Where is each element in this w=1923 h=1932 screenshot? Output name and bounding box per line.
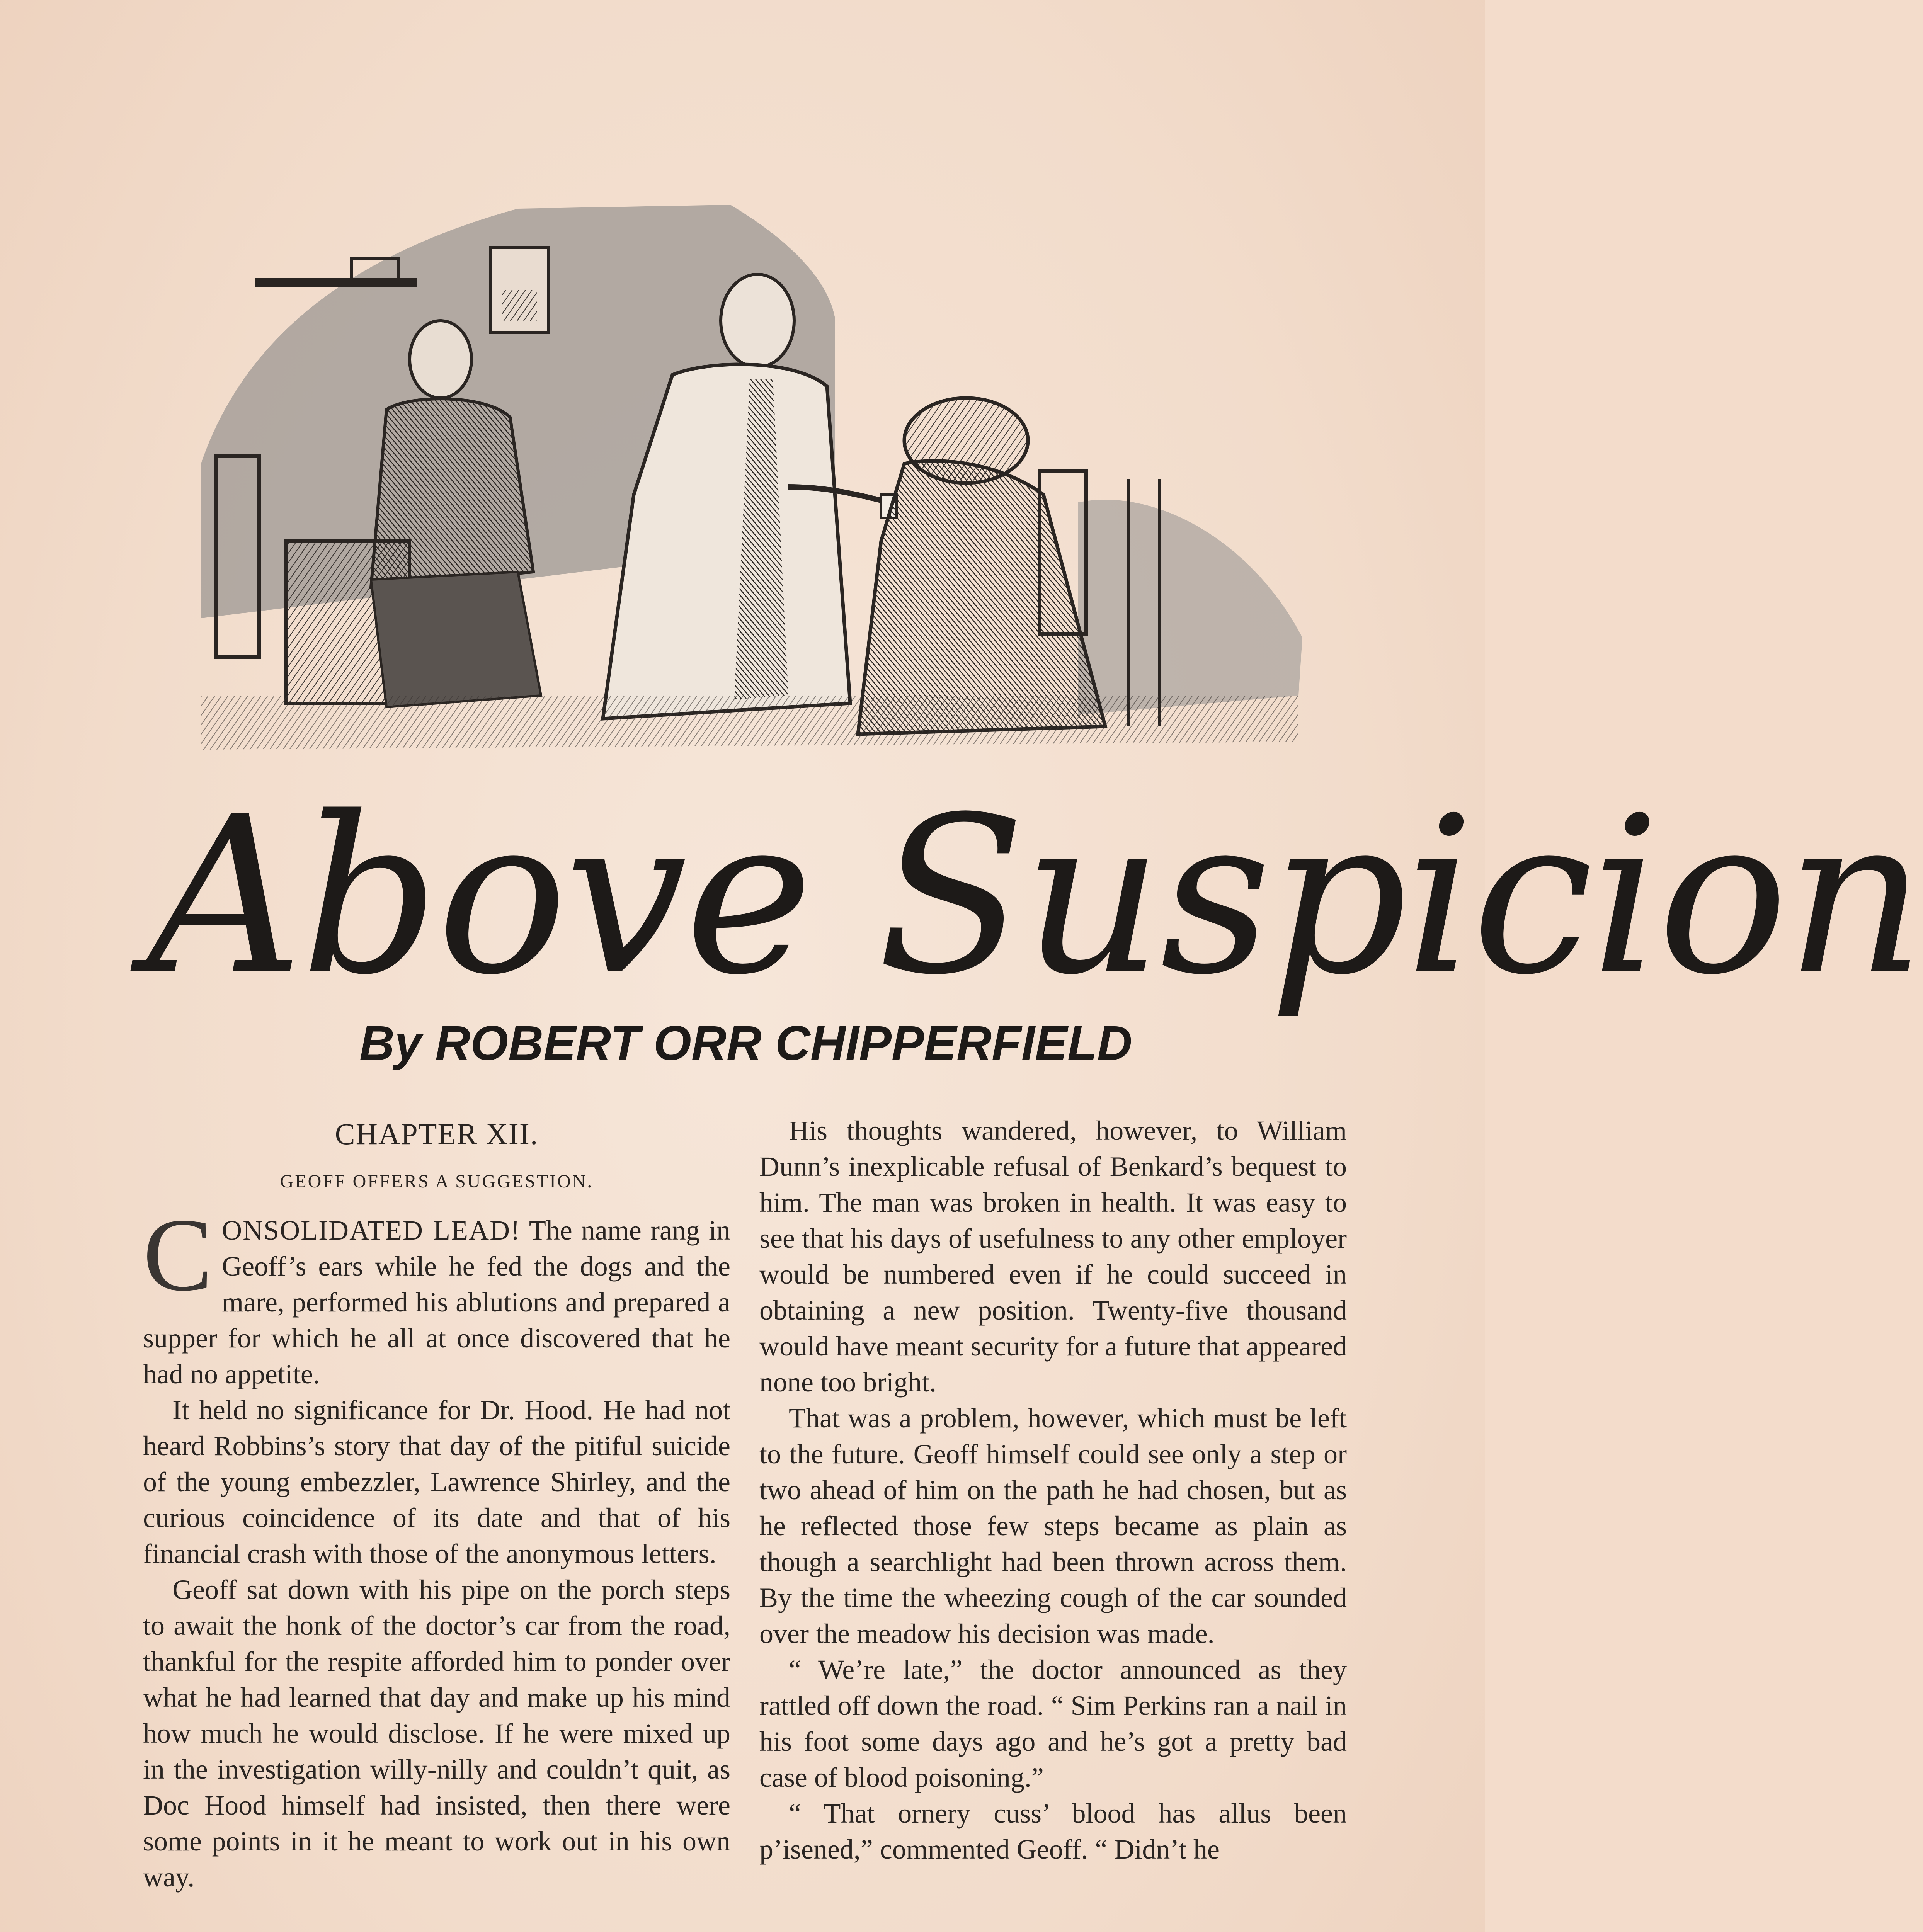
paragraph: “ We’re late,” the doctor announced as they rattled off down the road. “ Sim Perkins ran a nail in his foot some days ago and he’s got a pretty bad case of blood poisoning.”: [759, 1654, 1347, 1793]
paragraph: Geoff sat down with his pipe on the porch steps to await the honk of the doctor’s car from the road, thankful for the respite afforded him to ponder over what he had learned that day and make up his mind how much he would disclose. If he were mixed up in the investigation willy-nilly and couldn’t quit, as Doc Hood himself had insisted, then there were some points in it he meant to work out in his own way.: [143, 1574, 730, 1893]
story-byline: By ROBERT ORR CHIPPERFIELD: [359, 1016, 1132, 1070]
paragraph-lead: ONSOLIDATED LEAD!: [222, 1215, 521, 1246]
paragraph: That was a problem, however, which must be left to the future. Geoff himself could see only a step or two ahead of him on the path he had chosen, but as he reflected those few steps became as plain as though a searchlight had been thrown across them. By the time the wheezing cough of the car sounded over the meadow his decision was made.: [759, 1403, 1347, 1649]
story-illustration: [170, 193, 1314, 773]
chapter-subtitle: GEOFF OFFERS A SUGGESTION.: [280, 1171, 594, 1192]
drop-cap: C: [143, 1197, 213, 1313]
paragraph-first: [143, 1197, 730, 1392]
text-column-right: [759, 1113, 1347, 1867]
text-column-left: [143, 1113, 730, 1895]
chapter-heading: CHAPTER XII.: [335, 1117, 539, 1151]
paragraph: It held no significance for Dr. Hood. He had not heard Robbins’s story that day of the pitiful suicide of the young embezzler, Lawrence Shirley, and the curious coincidence of its date and that of his financial crash with those of the anonymous letters.: [143, 1395, 730, 1569]
paragraph: “ That ornery cuss’ blood has allus been p’isened,” commented Geoff. “ Didn’t he: [759, 1798, 1347, 1865]
story-title: Above Suspicion: [147, 770, 1923, 1022]
paragraph-text: The name rang in Geoff’s ears while he fed the dogs and the mare, performed his ablutions and prepared a supper for which he all at once discovered that he had no appetite.: [143, 1215, 730, 1389]
paragraph: His thoughts wandered, however, to William Dunn’s inexplicable refusal of Benkard’s bequest to him. The man was broken in health. It was easy to see that his days of usefulness to any other employer would be numbered even if he could succeed in obtaining a new position. Twenty-five thousand would have meant security for a future that appeared none too bright.: [759, 1115, 1347, 1398]
